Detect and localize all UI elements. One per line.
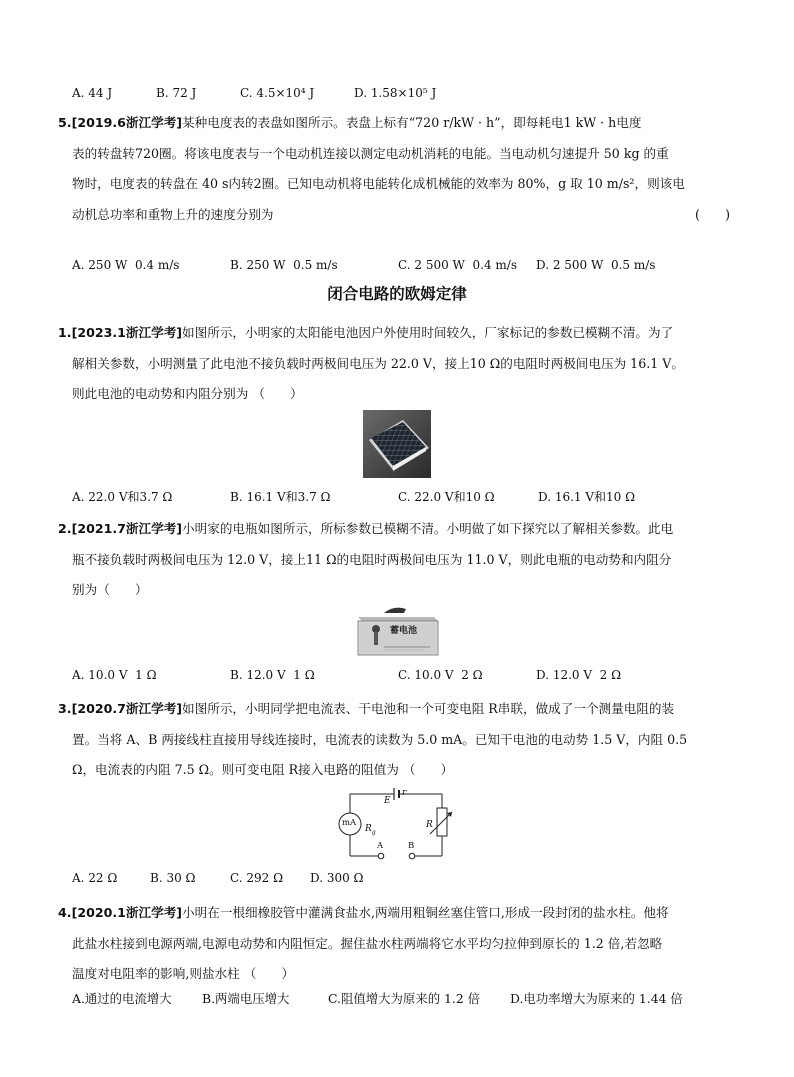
option-c: C. 22.0 V和10 Ω <box>398 490 495 504</box>
emf-label: E <box>384 796 391 806</box>
section-question-1 <box>58 318 744 410</box>
option-a: A. 22 Ω <box>72 871 118 885</box>
option-c: C. 4.5×10⁴ J <box>240 86 315 100</box>
option-d: D. 16.1 V和10 Ω <box>538 490 636 504</box>
option-d: D. 12.0 V 2 Ω <box>536 668 622 682</box>
ammeter-label: mA <box>342 818 357 828</box>
question-number: 4. <box>58 905 72 920</box>
question-number: 2. <box>58 521 72 536</box>
question-text-line: 物时，电度表的转盘在 40 s内转2圈。已知电动机将电能转化成机械能的效率为 80%，g 取 10 m/s²，则该电 <box>72 176 685 191</box>
question-text-line: 解相关参数，小明测量了此电池不接负载时两极间电压为 22.0 V，接上10 Ω的电阻时两极间电压为 16.1 V。 <box>72 355 684 371</box>
option-b: B. 72 J <box>156 86 197 100</box>
option-a: A. 250 W 0.4 m/s <box>72 258 180 272</box>
question-source-tag: [2023.1浙江学考] <box>71 325 183 340</box>
option-c: C. 292 Ω <box>230 871 284 885</box>
option-b: B.两端电压增大 <box>202 991 290 1006</box>
answer-paren: ( ) <box>694 206 730 222</box>
question-text-line: 如图所示，小明家的太阳能电池因户外使用时间较久，厂家标记的参数已模糊不清。为了 <box>182 325 674 340</box>
terminal-b-label: B <box>408 841 415 851</box>
question-number: 1. <box>58 325 72 340</box>
option-b: B. 30 Ω <box>150 871 196 885</box>
option-b: B. 12.0 V 1 Ω <box>230 668 315 682</box>
question-5-options <box>72 258 655 272</box>
option-a: A. 22.0 V和3.7 Ω <box>72 490 173 504</box>
section-question-2 <box>58 514 744 606</box>
prev-question-options <box>72 86 436 100</box>
option-c: C. 10.0 V 2 Ω <box>398 668 483 682</box>
question-source-tag: [2020.1浙江学考] <box>71 905 183 920</box>
section-question-2-options <box>72 668 621 682</box>
option-a: A.通过的电流增大 <box>72 991 172 1006</box>
car-battery-image <box>354 603 440 657</box>
variable-resistor-label: R <box>426 820 433 830</box>
question-source-tag: [2021.7浙江学考] <box>71 521 183 536</box>
section-question-3-options <box>72 871 364 885</box>
question-text-line: 则此电池的电动势和内阻分别为 （ ） <box>72 386 303 401</box>
question-text-line: 小明在一根细橡胶管中灌满食盐水,两端用粗铜丝塞住管口,形成一段封闭的盐水柱。他将 <box>182 905 669 920</box>
option-d: D. 300 Ω <box>310 871 364 885</box>
question-text-line: 此盐水柱接到电源两端,电源电动势和内阻恒定。握住盐水柱两端将它水平均匀拉伸到原长的 1.2 倍,若忽略 <box>72 935 663 951</box>
circuit-diagram <box>330 786 462 862</box>
terminal-a-label: A <box>377 841 384 851</box>
section-title: 闭合电路的欧姆定律 <box>327 285 467 303</box>
option-a: A. 10.0 V 1 Ω <box>72 668 157 682</box>
option-c: C. 2 500 W 0.4 m/s <box>398 258 517 272</box>
question-5 <box>58 108 744 230</box>
question-text-line: 小明家的电瓶如图所示，所标参数已模糊不清。小明做了如下探究以了解相关参数。此电 <box>182 521 674 536</box>
question-text-line: 动机总功率和重物上升的速度分别为 <box>72 206 274 222</box>
question-number: 5. <box>58 115 72 130</box>
option-b: B. 250 W 0.5 m/s <box>230 258 338 272</box>
question-source-tag: [2019.6浙江学考] <box>71 115 183 130</box>
rg-sub: g <box>371 828 376 836</box>
internal-resistance-label: r <box>402 788 407 798</box>
question-text-line: 表的转盘转720圈。将该电度表与一个电动机连接以测定电动机消耗的电能。当电动机匀速提升 50 kg 的重 <box>72 145 669 161</box>
battery-label: 蓄电池 <box>390 626 418 636</box>
question-source-tag: [2020.7浙江学考] <box>71 701 183 716</box>
option-b: B. 16.1 V和3.7 Ω <box>230 490 331 504</box>
solar-panel-image <box>363 410 431 478</box>
question-text-line: 温度对电阻率的影响,则盐水柱 （ ） <box>72 966 295 981</box>
question-text-line: 瓶不接负载时两极间电压为 12.0 V，接上11 Ω的电阻时两极间电压为 11.0 V，则此电瓶的电动势和内阻分 <box>72 551 672 567</box>
question-number: 3. <box>58 701 72 716</box>
option-c: C.阻值增大为原来的 1.2 倍 <box>328 991 481 1006</box>
question-text-line: 某种电度表的表盘如图所示。表盘上标有“720 r/kW · h”，即每耗电1 kW · h电度 <box>182 115 642 130</box>
rg-main: R <box>365 824 372 834</box>
question-text-line: 别为（ ） <box>72 582 148 597</box>
section-question-3 <box>58 694 744 786</box>
section-question-1-options <box>72 488 635 505</box>
option-a: A. 44 J <box>72 86 113 100</box>
option-d: D.电功率增大为原来的 1.44 倍 <box>510 991 683 1006</box>
question-text-line: 置。当将 A、B 两接线柱直接用导线连接时，电流表的读数为 5.0 mA。已知干电池的电动势 1.5 V，内阻 0.5 <box>72 731 688 747</box>
question-text-line: 如图所示，小明同学把电流表、干电池和一个可变电阻 R串联，做成了一个测量电阻的装 <box>182 701 675 716</box>
question-text-line: Ω，电流表的内阻 7.5 Ω。则可变电阻 R接入电路的阻值为 （ ） <box>72 762 454 777</box>
section-question-4 <box>58 898 744 990</box>
option-d: D. 1.58×10⁵ J <box>354 86 437 100</box>
option-d: D. 2 500 W 0.5 m/s <box>536 258 656 272</box>
section-question-4-options <box>72 989 683 1007</box>
ammeter-resistance-label <box>365 824 376 836</box>
